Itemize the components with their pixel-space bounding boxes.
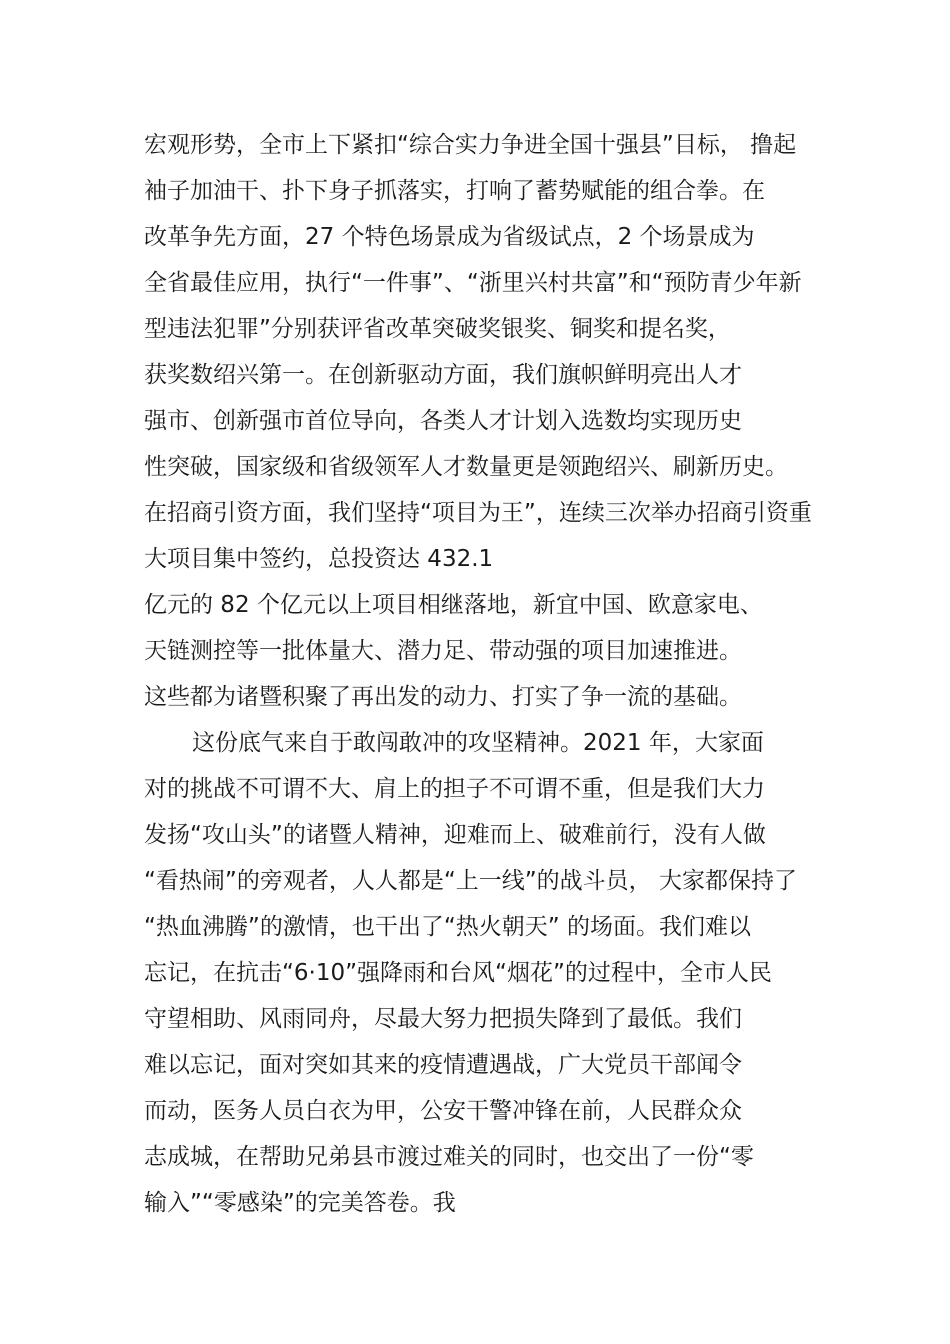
text-line: 在招商引资方面，我们坚持“项目为王”，连续三次举办招商引资重 <box>144 500 812 526</box>
text-line: 型违法犯罪”分别获评省改革突破奖银奖、铜奖和提名奖， <box>144 316 731 342</box>
text-line: 而动，医务人员白衣为甲，公安干警冲锋在前，人民群众众 <box>144 1098 742 1124</box>
text-line: “热血沸腾”的激情，也干出了“热火朝天” 的场面。我们难以 <box>144 914 751 940</box>
text-line: 对的挑战不可谓不大、肩上的担子不可谓不重，但是我们大力 <box>144 776 765 802</box>
text-line: 大项目集中签约，总投资达 432.1 <box>144 546 494 572</box>
text-line: 守望相助、风雨同舟，尽最大努力把损失降到了最低。我们 <box>144 1006 742 1032</box>
text-line: 忘记，在抗击“6·10”强降雨和台风“烟花”的过程中，全市人民 <box>144 960 772 986</box>
text-line: 天链测控等一批体量大、潜力足、带动强的项目加速推进。 <box>144 638 742 664</box>
text-line: 强市、创新强市首位导向，各类人才计划入选数均实现历史 <box>144 408 742 434</box>
text-line: 输入”“零感染”的完美答卷。我 <box>144 1190 456 1216</box>
text-line: “看热闹”的旁观者，人人都是“上一线”的战斗员， 大家都保持了 <box>144 868 797 894</box>
text-line: 宏观形势，全市上下紧扣“综合实力争进全国十强县”目标， 撸起 <box>144 132 797 158</box>
paragraph-start-line: 这份底气来自于敢闯敢冲的攻坚精神。2021 年，大家面 <box>192 730 764 756</box>
text-line: 难以忘记，面对突如其来的疫情遭遇战，广大党员干部闻令 <box>144 1052 742 1078</box>
text-line: 这些都为诸暨积聚了再出发的动力、打实了争一流的基础。 <box>144 684 742 710</box>
text-line: 全省最佳应用，执行“一件事”、“浙里兴村共富”和“预防青少年新 <box>144 270 802 296</box>
text-line: 亿元的 82 个亿元以上项目相继落地，新宜中国、欧意家电、 <box>144 592 763 618</box>
text-line: 改革争先方面，27 个特色场景成为省级试点，2 个场景成为 <box>144 224 755 250</box>
text-line: 获奖数绍兴第一。在创新驱动方面，我们旗帜鲜明亮出人才 <box>144 362 742 388</box>
text-line: 发扬“攻山头”的诸暨人精神，迎难而上、破难前行，没有人做 <box>144 822 766 848</box>
text-line: 袖子加油干、扑下身子抓落实，打响了蓄势赋能的组合拳。在 <box>144 178 765 204</box>
text-line: 志成城，在帮助兄弟县市渡过难关的同时，也交出了一份“零 <box>144 1144 754 1170</box>
text-line: 性突破，国家级和省级领军人才数量更是领跑绍兴、刷新历史。 <box>144 454 788 480</box>
body-text <box>144 122 834 1226</box>
